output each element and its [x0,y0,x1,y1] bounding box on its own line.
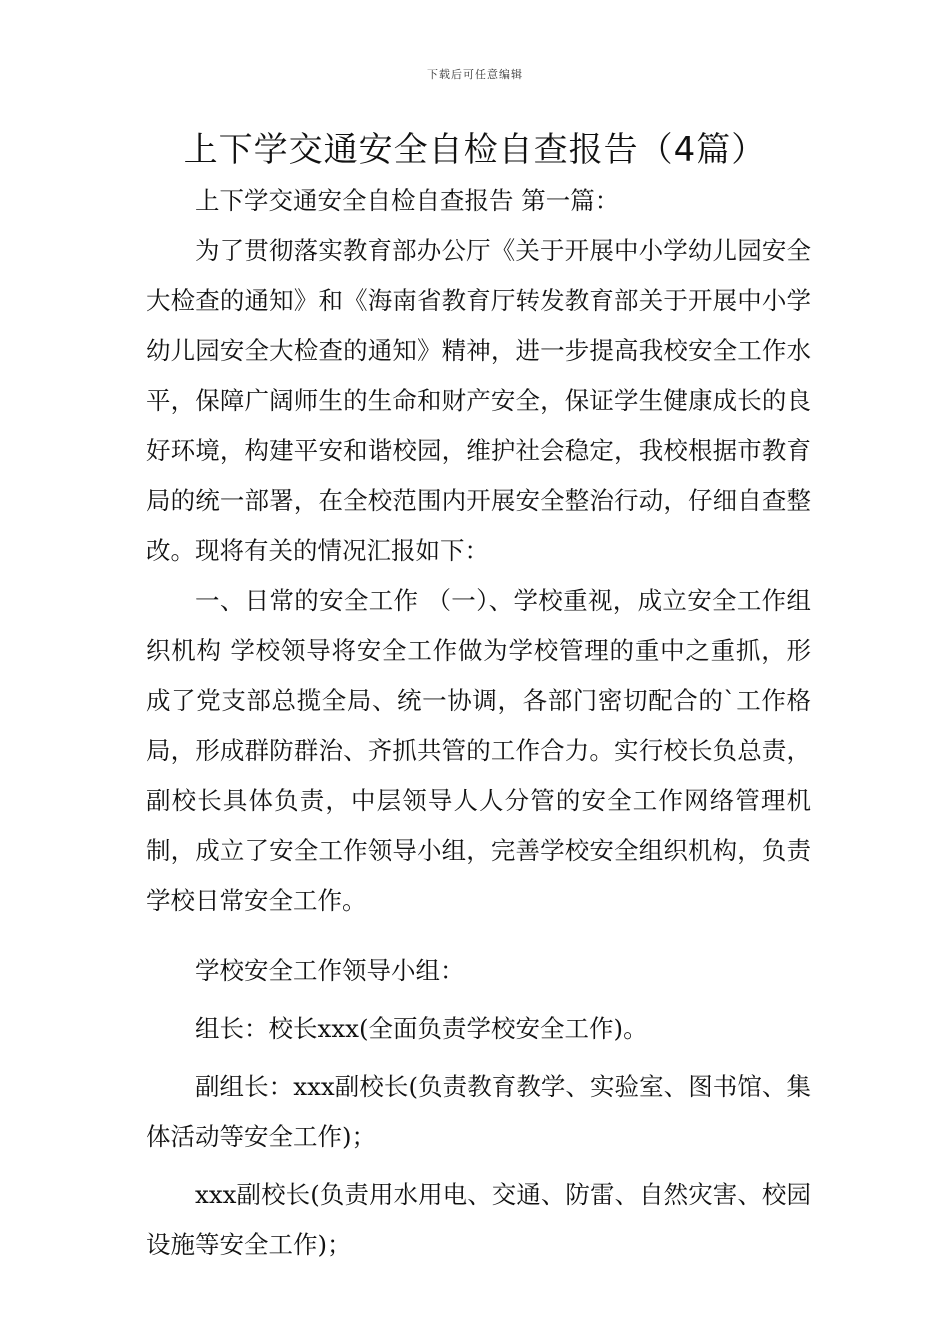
paragraph-deputy-leader-2: xxx副校长(负责用水用电、交通、防雷、自然灾害、校园设施等安全工作)； [146,1180,811,1259]
paragraph-leadership-group: 学校安全工作领导小组： [195,956,465,985]
page-header-note: 下载后可任意编辑 [427,68,523,81]
paragraph-deputy-leader-1: 副组长：xxx副校长(负责教育教学、实验室、图书馆、集体活动等安全工作)； [146,1072,811,1151]
paragraph-group-leader: 组长：校长xxx(全面负责学校安全工作)。 [195,1014,648,1043]
document-title: 上下学交通安全自检自查报告（4篇） [183,130,767,170]
paragraph-intro: 为了贯彻落实教育部办公厅《关于开展中小学幼儿园安全大检查的通知》和《海南省教育厅转发教育部关于开展中小学幼儿园安全大检查的通知》精神，进一步提高我校安全工作水平，保障广阔师生的生命和财产安全，保证学生健康成长的良好环境，构建平安和谐校园，维护社会稳定，我校根据市教育局的统一部署，在全校范围内开展安全整治行动，仔细自查整改。现将有关的情况汇报如下： [146,236,811,565]
paragraph-daily-safety: 一、日常的安全工作 （一）、学校重视，成立安全工作组织机构 学校领导将安全工作做为学校管理的重中之重抓，形成了党支部总揽全局、统一协调，各部门密切配合的`工作格局，形成群防群治、齐抓共管的工作合力。实行校长负总责，副校长具体负责，中层领导人人分管的安全工作网络管理机制，成立了安全工作领导小组，完善学校安全组织机构，负责学校日常安全工作。 [146,586,811,915]
section-heading: 上下学交通安全自检自查报告 第一篇： [195,186,620,215]
document-body [146,176,811,1270]
